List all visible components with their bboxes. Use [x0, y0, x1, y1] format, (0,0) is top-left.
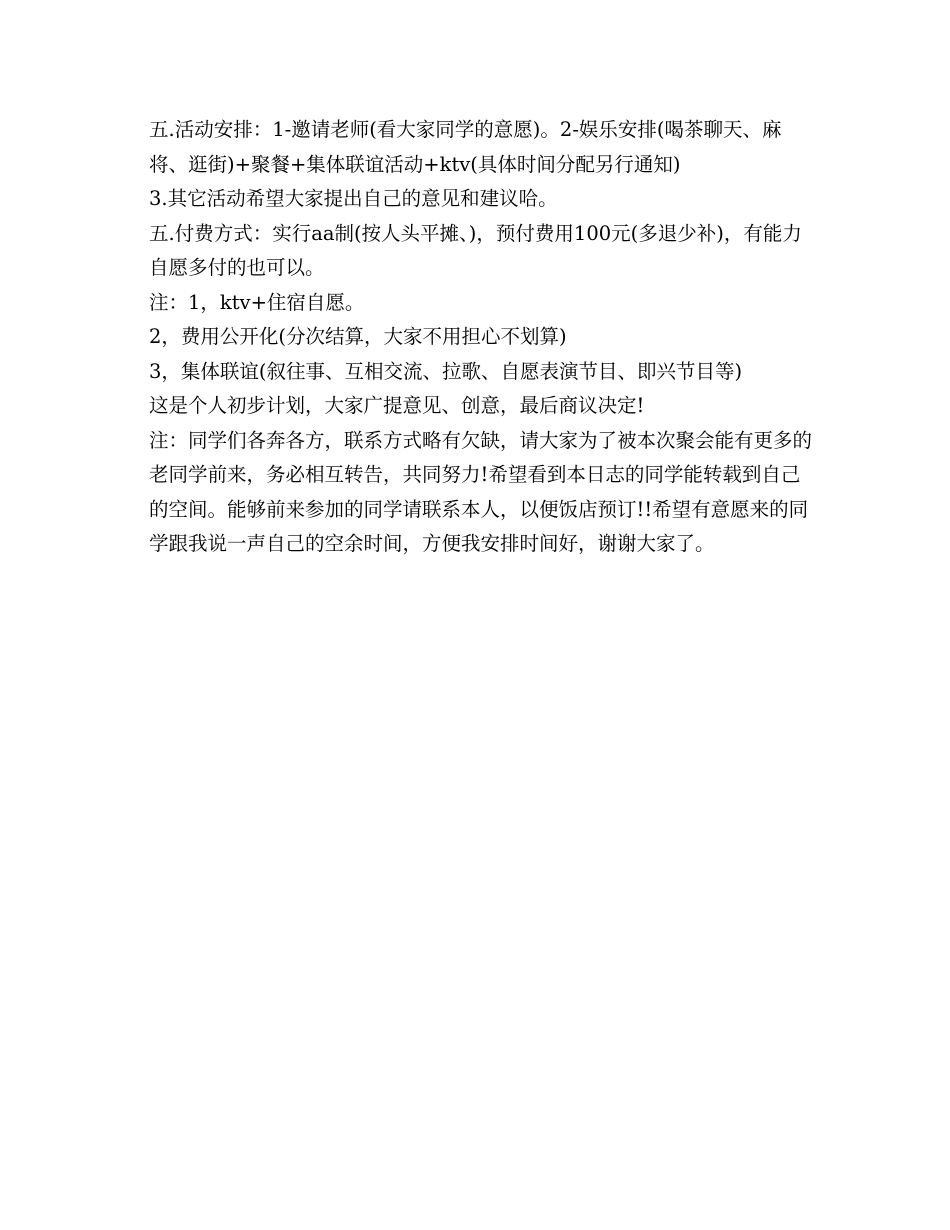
- paragraph-note-costs: 2，费用公开化(分次结算，大家不用担心不划算): [149, 325, 567, 348]
- paragraph-payment-method: 五.付费方式：实行aa制(按人头平摊、)，预付费用100元(多退少补)，有能力自愿多付的也可以。: [149, 221, 802, 279]
- paragraph-final-note: 注：同学们各奔各方，联系方式略有欠缺，请大家为了被本次聚会能有更多的老同学前来，务必相互转告，共同努力!希望看到本日志的同学能转载到自己的空间。能够前来参加的同学请联系本人，以便饭店预订!!希望有意愿来的同学跟我说一声自己的空余时间，方便我安排时间好，谢谢大家了。: [149, 428, 813, 555]
- document-body: [139, 113, 815, 562]
- paragraph-plan-statement: 这是个人初步计划，大家广提意见、创意，最后商议决定!: [149, 394, 645, 417]
- paragraph-other-activities: 3.其它活动希望大家提出自己的意见和建议哈。: [149, 187, 558, 210]
- paragraph-note-ktv: 注：1，ktv+住宿自愿。: [149, 290, 365, 314]
- paragraph-note-group-activity: 3，集体联谊(叙往事、互相交流、拉歌、自愿表演节目、即兴节目等): [149, 359, 743, 383]
- paragraph-activity-arrangement: 五.活动安排：1-邀请老师(看大家同学的意愿)。2-娱乐安排(喝茶聊天、麻将、逛街)+聚餐+集体联谊活动+ktv(具体时间分配另行通知): [149, 118, 782, 176]
